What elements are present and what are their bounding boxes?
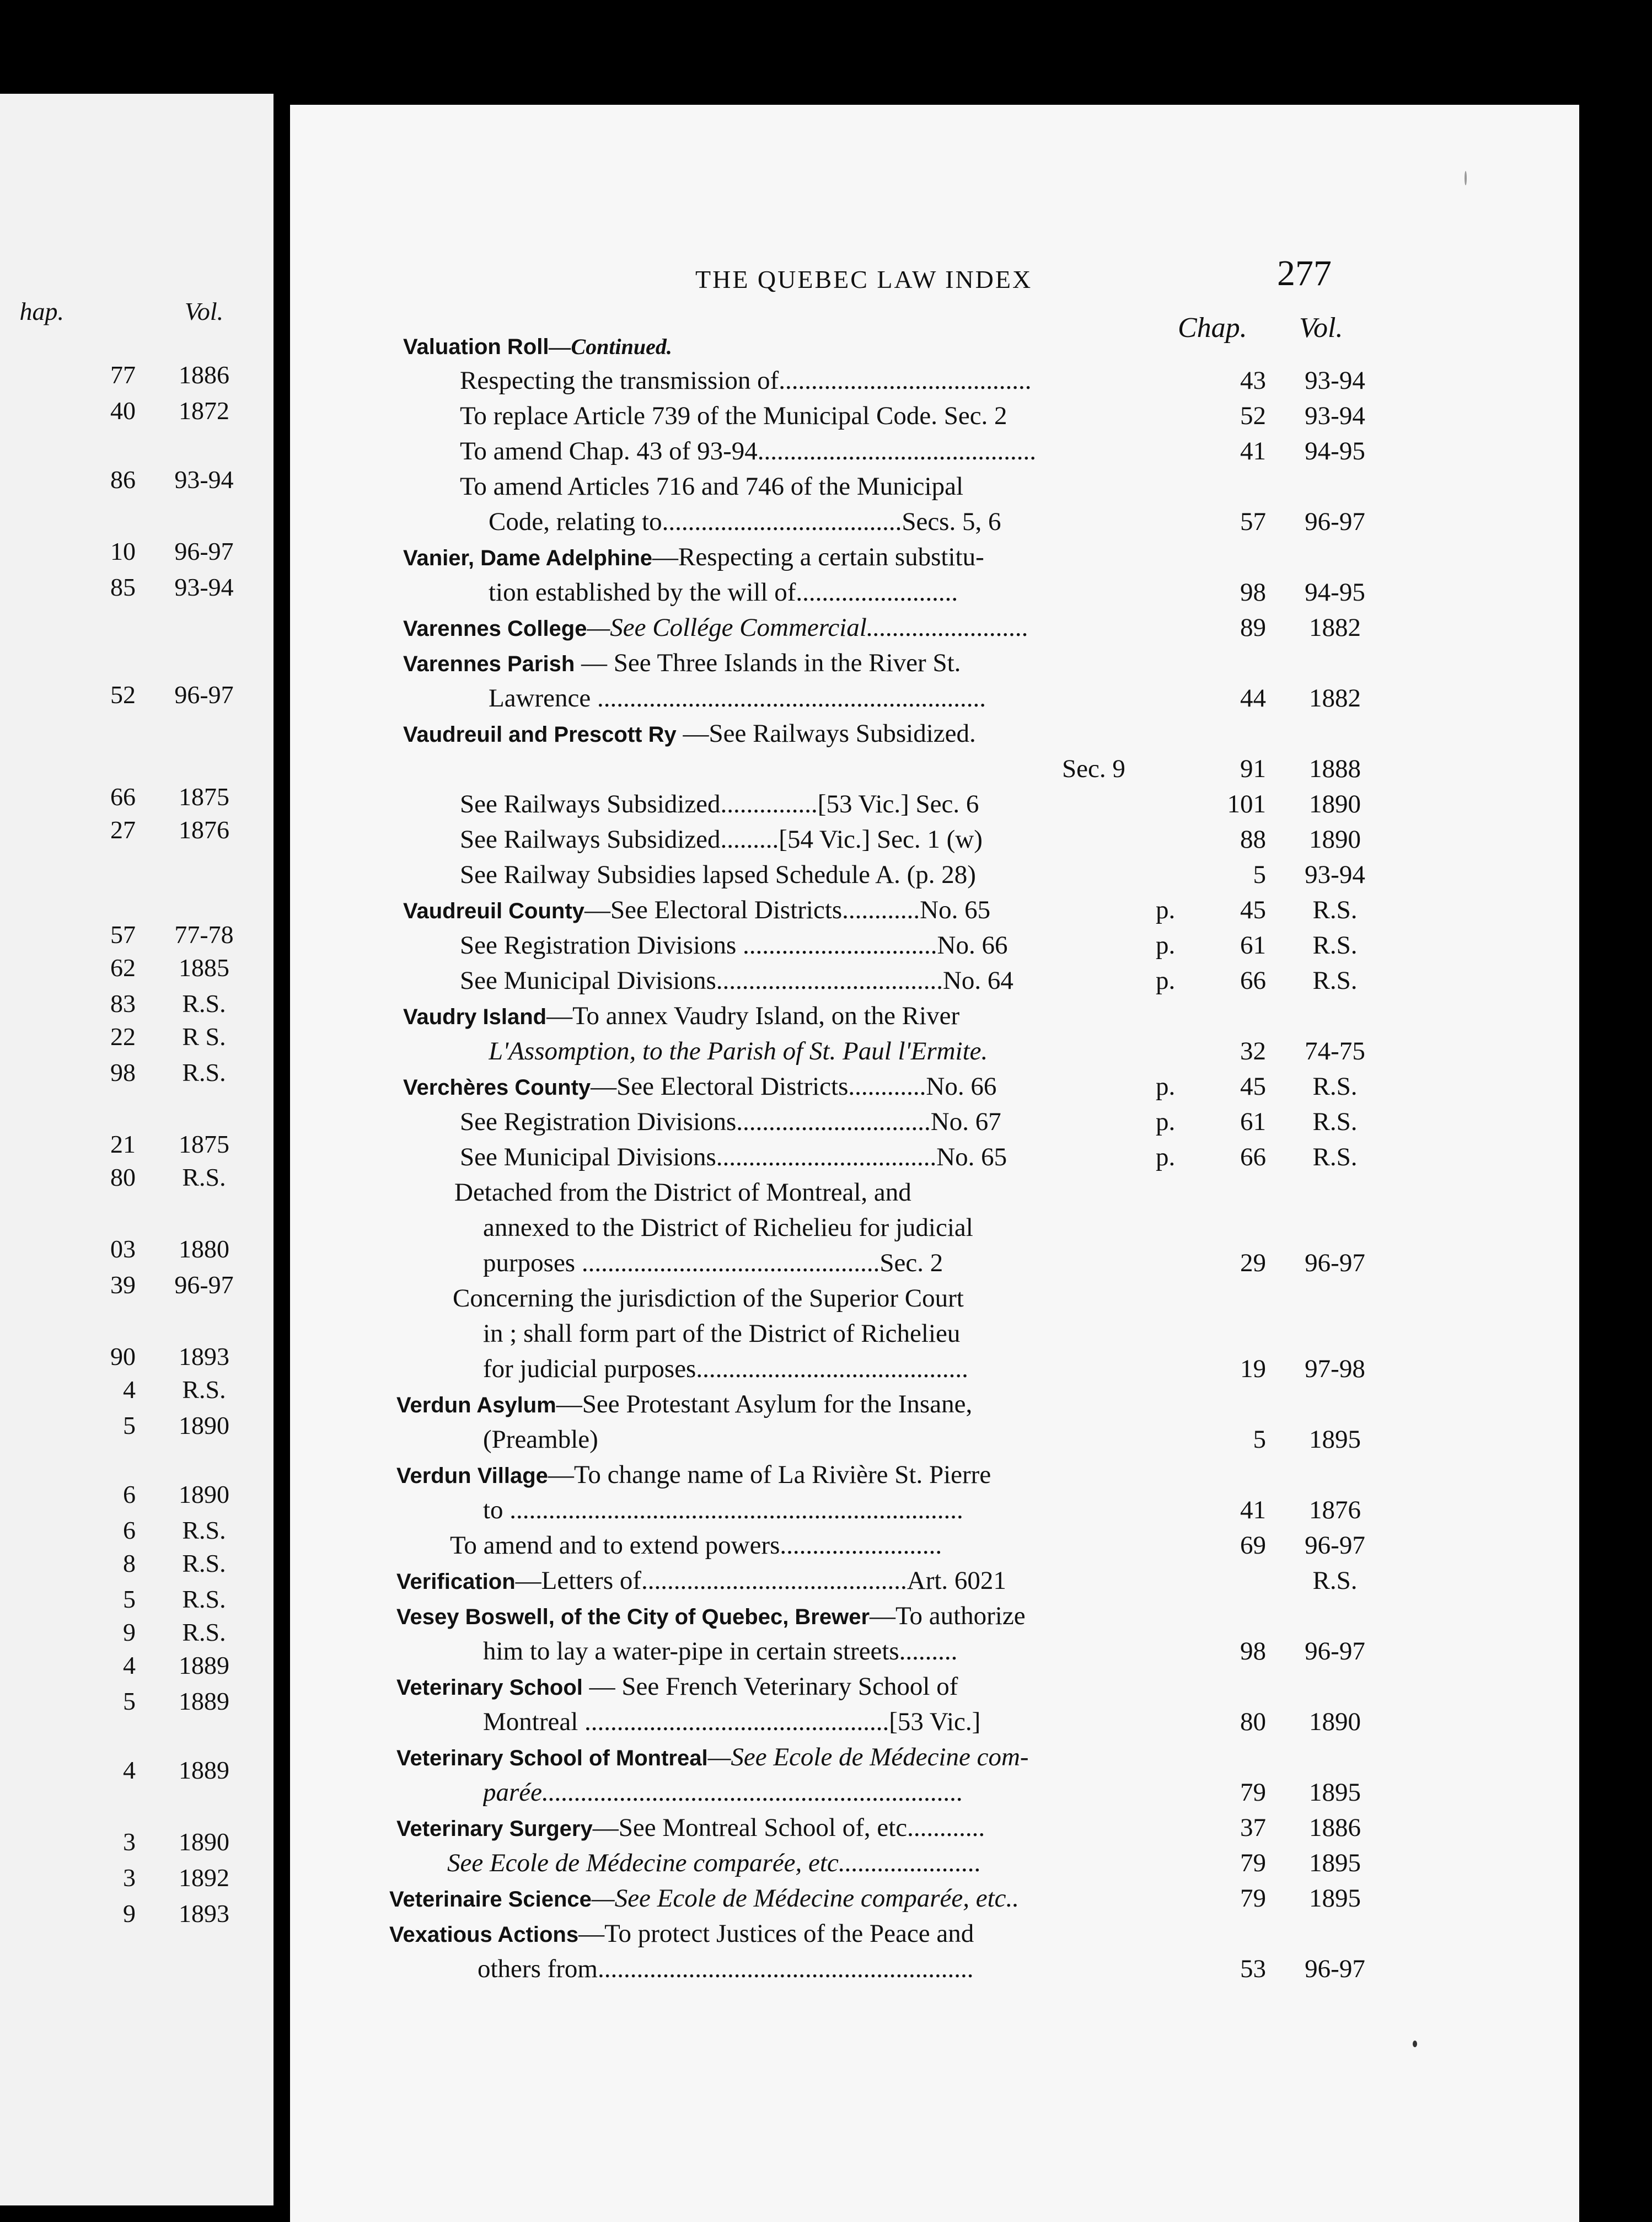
left-row: 85 93-94: [110, 573, 234, 601]
index-entry: Verchères County—See Electoral Districts............No. 66 p. 45 R.S.: [403, 1072, 1358, 1101]
index-entry: parée................................................................. 79 1895: [483, 1778, 1361, 1807]
left-row: 80 R.S.: [110, 1163, 226, 1191]
index-entry: Vaudreuil County—See Electoral Districts............No. 65 p. 45 R.S.: [403, 896, 1358, 924]
left-row: 52 96-97: [110, 681, 234, 709]
index-entry: in ; shall form part of the District of Richelieu: [483, 1319, 961, 1348]
index-entry: Verification—Letters of.........................................Art. 6021 R.S.: [396, 1566, 1358, 1595]
index-entry: Montreal ...............................................[53 Vic.] 80 1890: [483, 1707, 1361, 1736]
left-row: 3 1890: [123, 1828, 229, 1856]
left-chap-header: hap.: [19, 297, 64, 325]
left-row: 5 1890: [123, 1411, 229, 1439]
index-entry: Veterinaire Science—See Ecole de Médecine comparée, etc.. 79 1895: [389, 1884, 1361, 1913]
index-entry: See Municipal Divisions..................................No. 65 p. 66 R.S.: [460, 1143, 1358, 1171]
index-entry: Veterinary School — See French Veterinary School of: [396, 1672, 958, 1701]
left-column-header: [0, 295, 273, 328]
index-entry: See Municipal Divisions...................................No. 64 p. 66 R.S.: [460, 966, 1358, 995]
index-entry: L'Assomption, to the Parish of St. Paul l'Ermite. 32 74-75: [489, 1037, 1365, 1066]
left-row: 8 R.S.: [123, 1549, 226, 1577]
index-entry: See Registration Divisions..............................No. 67 p. 61 R.S.: [460, 1107, 1358, 1136]
index-entry: See Registration Divisions ..............................No. 66 p. 61 R.S.: [460, 931, 1358, 960]
index-entry: Lawrence ............................................................ 44 1882: [489, 684, 1361, 713]
index-entry: To amend Chap. 43 of 93-94........................................... 41 94-95: [460, 437, 1365, 465]
index-entry: Sec. 9 91 1888: [1062, 754, 1361, 783]
left-row: 83 R.S.: [110, 989, 226, 1018]
index-entry: Concerning the jurisdiction of the Superior Court: [453, 1284, 964, 1313]
left-row: 10 96-97: [110, 537, 234, 565]
left-row: 39 96-97: [110, 1271, 234, 1299]
left-row: 6 1890: [123, 1480, 229, 1508]
left-row: 9 1893: [123, 1899, 229, 1927]
left-row: 5 R.S.: [123, 1585, 226, 1613]
index-entry: Vaudreuil and Prescott Ry —See Railways Subsidized.: [403, 719, 976, 748]
index-entry: Verdun Village—To change name of La Rivière St. Pierre: [396, 1460, 991, 1489]
left-row: 40 1872: [110, 397, 229, 425]
left-vol-header: Vol.: [184, 297, 224, 325]
index-entry: annexed to the District of Richelieu for judicial: [483, 1213, 973, 1242]
index-entry: Valuation Roll—Continued.: [403, 334, 672, 359]
index-entry: Respecting the transmission of....................................... 43 93-94: [460, 366, 1365, 395]
left-row: 9 R.S.: [123, 1618, 226, 1646]
left-row: 6 R.S.: [123, 1516, 226, 1544]
index-entry: to ...................................................................... 41 1876: [483, 1496, 1361, 1524]
paper-speck: [1465, 171, 1467, 185]
index-entry: Vanier, Dame Adelphine—Respecting a certain substitu-: [403, 543, 984, 571]
index-entry: Vesey Boswell, of the City of Quebec, Brewer—To authorize: [396, 1602, 1026, 1630]
index-entry: (Preamble) 5 1895: [483, 1425, 1361, 1454]
left-row: 66 1875: [110, 783, 229, 811]
index-entry: Varennes College—See Collége Commercial......................... 89 1882: [403, 613, 1361, 642]
left-row: 4 1889: [123, 1651, 229, 1679]
left-row: 77 1886: [110, 361, 229, 389]
left-row: 98 R.S.: [110, 1058, 226, 1086]
index-entry: Vaudry Island—To annex Vaudry Island, on the River: [403, 1002, 960, 1030]
paper-speck: [1413, 2041, 1417, 2047]
index-entry: Veterinary School of Montreal—See Ecole de Médecine com-: [396, 1743, 1029, 1771]
left-row: 27 1876: [110, 816, 229, 844]
index-entry: To replace Article 739 of the Municipal Code. Sec. 2 52 93-94: [460, 401, 1365, 430]
index-entry: Veterinary Surgery—See Montreal School of, etc............ 37 1886: [396, 1813, 1361, 1842]
index-entry: Vexatious Actions—To protect Justices of the Peace and: [389, 1919, 974, 1948]
left-row: 62 1885: [110, 954, 229, 982]
left-page-fragment: [0, 94, 273, 2205]
index-entry: him to lay a water-pipe in certain streets......... 98 96-97: [483, 1637, 1365, 1666]
left-row: 57 77-78: [110, 920, 234, 949]
left-row: 03 1880: [110, 1235, 229, 1263]
index-entry: To amend and to extend powers......................... 69 96-97: [450, 1531, 1365, 1560]
index-entry: See Ecole de Médecine comparée, etc...................... 79 1895: [447, 1849, 1361, 1877]
index-entry: See Railway Subsidies lapsed Schedule A. (p. 28) 5 93-94: [460, 860, 1365, 889]
left-row: 4 R.S.: [123, 1375, 226, 1404]
index-entry: Code, relating to.....................................Secs. 5, 6 57 96-97: [489, 507, 1365, 536]
vol-column-header: Vol.: [1299, 312, 1343, 344]
left-row: 21 1875: [110, 1130, 229, 1158]
left-row: 4 1889: [123, 1756, 229, 1784]
index-entry: Varennes Parish — See Three Islands in the River St.: [403, 649, 961, 677]
index-entry: See Railways Subsidized...............[53 Vic.] Sec. 6 101 1890: [460, 790, 1361, 818]
index-entry: purposes ..............................................Sec. 2 29 96-97: [483, 1249, 1365, 1277]
left-row: 86 93-94: [110, 465, 234, 494]
chap-column-header: Chap.: [1178, 312, 1247, 344]
index-entry: See Railways Subsidized.........[54 Vic.] Sec. 1 (w) 88 1890: [460, 825, 1361, 854]
index-entry: tion established by the will of......................... 98 94-95: [489, 578, 1365, 607]
left-row: 90 1893: [110, 1342, 229, 1370]
left-row: 5 1889: [123, 1687, 229, 1715]
left-row: 3 1892: [123, 1864, 229, 1892]
index-entry: Verdun Asylum—See Protestant Asylum for the Insane,: [396, 1390, 973, 1418]
running-header: THE QUEBEC LAW INDEX: [695, 265, 1033, 293]
index-entry: for judicial purposes.......................................... 19 97-98: [483, 1354, 1365, 1383]
index-entry: others from.......................................................... 53 96-97: [478, 1955, 1365, 1983]
left-row: 22 R S.: [110, 1022, 226, 1051]
index-entry: Detached from the District of Montreal, and: [454, 1178, 911, 1207]
index-entry: To amend Articles 716 and 746 of the Municipal: [460, 472, 964, 501]
index-page: [290, 105, 1579, 2222]
page-number: 277: [1277, 253, 1332, 293]
